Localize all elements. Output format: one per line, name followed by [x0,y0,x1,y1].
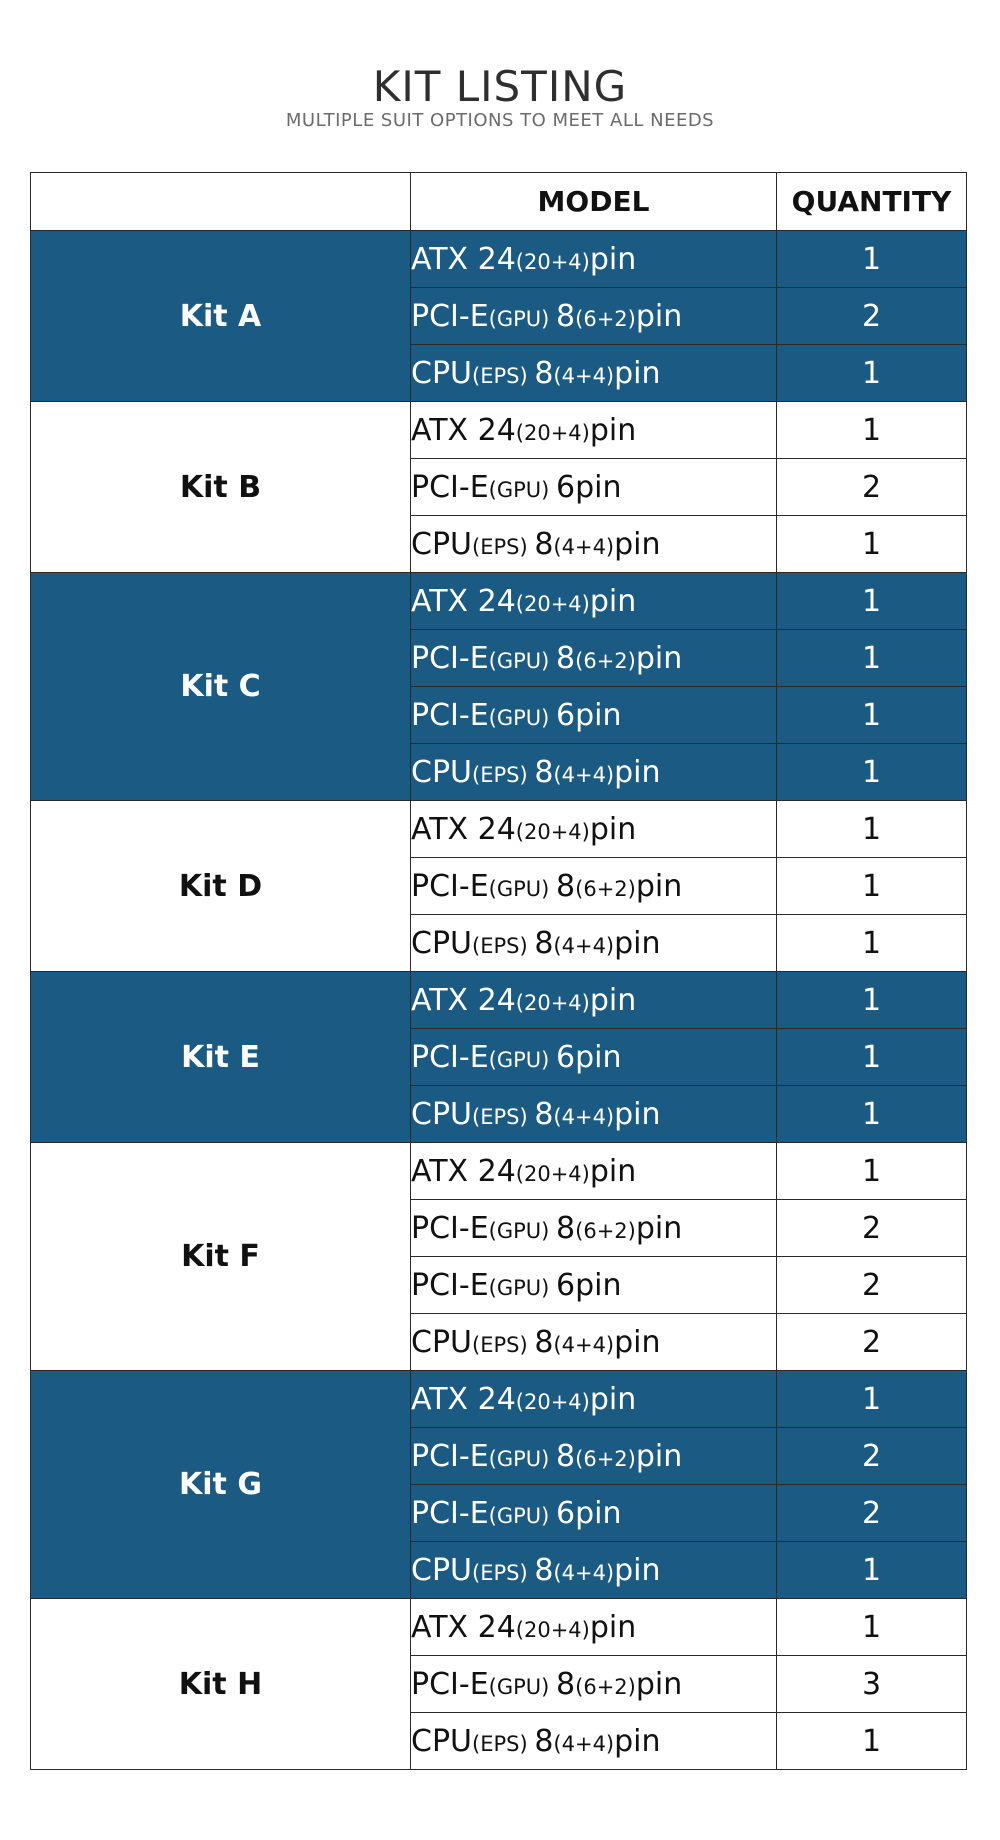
model-text-segment: (4+4) [553,363,615,388]
model-cell [411,1257,777,1314]
quantity-cell: 1 [777,858,967,915]
model-text-segment: (EPS) [472,762,535,787]
model-text-segment: CPU [411,355,472,391]
model-text-segment: pin [589,1153,637,1189]
kit-name: Kit C [31,573,411,801]
table-row [31,801,967,858]
quantity-cell: 1 [777,1713,967,1770]
model-text-segment: ATX 24 [411,241,516,277]
model-text-segment: CPU [411,1723,472,1759]
model-text-segment: (4+4) [553,534,615,559]
model-text-segment: pin [635,1210,683,1246]
model-text-segment: (4+4) [553,1332,615,1357]
quantity-cell: 1 [777,573,967,630]
model-text-segment: (20+4) [515,591,590,616]
table-row [31,1143,967,1200]
model-text-segment: PCI-E [411,298,489,334]
model-text-segment: CPU [411,1324,472,1360]
model-text-segment: (6+2) [575,1674,636,1699]
model-text-segment: PCI-E [411,697,489,733]
quantity-cell: 2 [777,459,967,516]
table-row [31,1371,967,1428]
quantity-cell: 1 [777,744,967,801]
model-cell [411,687,777,744]
model-text-segment: (GPU) [488,705,557,730]
quantity-cell: 1 [777,1599,967,1656]
kit-name: Kit E [31,972,411,1143]
quantity-cell: 1 [777,972,967,1029]
quantity-cell: 1 [777,1086,967,1143]
quantity-cell: 1 [777,402,967,459]
quantity-cell: 1 [777,1029,967,1086]
model-text-segment: pin [589,412,637,448]
model-text-segment: pin [635,1438,683,1474]
quantity-cell: 1 [777,1143,967,1200]
model-text-segment: PCI-E [411,1210,489,1246]
quantity-cell: 2 [777,1314,967,1371]
model-text-segment: (6+2) [575,648,636,673]
model-cell [411,1371,777,1428]
model-text-segment: 6pin [556,469,622,505]
model-text-segment: pin [635,298,683,334]
model-cell [411,630,777,687]
kit-name: Kit A [31,231,411,402]
quantity-cell: 1 [777,516,967,573]
model-text-segment: (4+4) [553,762,615,787]
model-text-segment: (GPU) [488,1047,557,1072]
model-text-segment: (20+4) [515,420,590,445]
table-row [31,1599,967,1656]
table-row [31,573,967,630]
model-cell [411,1086,777,1143]
model-text-segment: (GPU) [488,1674,557,1699]
kit-name: Kit F [31,1143,411,1371]
model-text-segment: 8 [534,1552,554,1588]
model-text-segment: (GPU) [488,477,557,502]
table-header-row [31,173,967,231]
model-text-segment: 8 [556,640,576,676]
model-text-segment: ATX 24 [411,1381,516,1417]
model-text-segment: 8 [534,754,554,790]
model-cell [411,744,777,801]
model-text-segment: 8 [534,1324,554,1360]
model-text-segment: 8 [556,1210,576,1246]
model-cell [411,1713,777,1770]
model-cell [411,1200,777,1257]
model-text-segment: ATX 24 [411,1153,516,1189]
quantity-cell: 1 [777,1371,967,1428]
model-text-segment: (4+4) [553,1731,615,1756]
model-text-segment: 6pin [556,1495,622,1531]
quantity-cell: 2 [777,1428,967,1485]
table-row [31,972,967,1029]
model-text-segment: (20+4) [515,1161,590,1186]
model-text-segment: PCI-E [411,1666,489,1702]
kit-name: Kit G [31,1371,411,1599]
model-text-segment: 8 [534,355,554,391]
model-text-segment: (4+4) [553,933,615,958]
model-text-segment: (EPS) [472,933,535,958]
model-text-segment: pin [589,811,637,847]
model-text-segment: 8 [556,1438,576,1474]
model-text-segment: (EPS) [472,1332,535,1357]
model-text-segment: (6+2) [575,306,636,331]
model-text-segment: CPU [411,1096,472,1132]
model-text-segment: PCI-E [411,1495,489,1531]
kit-table [30,172,967,1770]
model-cell [411,402,777,459]
model-cell [411,1314,777,1371]
model-cell [411,1542,777,1599]
model-text-segment: pin [589,583,637,619]
model-text-segment: (GPU) [488,1503,557,1528]
model-text-segment: (EPS) [472,1731,535,1756]
model-text-segment: (EPS) [472,1104,535,1129]
model-text-segment: (20+4) [515,819,590,844]
model-text-segment: CPU [411,754,472,790]
table-row [31,231,967,288]
quantity-cell: 1 [777,915,967,972]
quantity-cell: 3 [777,1656,967,1713]
model-text-segment: 8 [556,1666,576,1702]
model-text-segment: CPU [411,1552,472,1588]
model-text-segment: 8 [534,526,554,562]
model-text-segment: ATX 24 [411,583,516,619]
model-text-segment: pin [614,1552,661,1588]
model-text-segment: 6pin [556,697,622,733]
model-text-segment: 6pin [556,1039,622,1075]
model-cell [411,459,777,516]
kit-name: Kit H [31,1599,411,1770]
model-text-segment: 8 [534,925,554,961]
model-text-segment: (20+4) [515,990,590,1015]
model-text-segment: (GPU) [488,306,557,331]
model-text-segment: (GPU) [488,876,557,901]
quantity-cell: 1 [777,801,967,858]
model-text-segment: ATX 24 [411,1609,516,1645]
model-cell [411,231,777,288]
page-title: KIT LISTING [372,62,628,111]
model-text-segment: pin [614,355,661,391]
model-cell [411,288,777,345]
model-text-segment: (EPS) [472,534,535,559]
model-text-segment: 8 [534,1723,554,1759]
model-cell [411,1029,777,1086]
model-cell [411,858,777,915]
model-cell [411,1656,777,1713]
model-cell [411,516,777,573]
model-text-segment: PCI-E [411,469,489,505]
model-text-segment: CPU [411,526,472,562]
model-cell [411,915,777,972]
model-cell [411,573,777,630]
model-text-segment: pin [614,526,661,562]
model-text-segment: (4+4) [553,1104,615,1129]
header-model: MODEL [411,173,777,231]
model-text-segment: pin [614,754,661,790]
model-text-segment: (GPU) [488,648,557,673]
quantity-cell: 2 [777,1485,967,1542]
model-text-segment: CPU [411,925,472,961]
table-row [31,402,967,459]
model-cell [411,1143,777,1200]
model-text-segment: (20+4) [515,1617,590,1642]
model-text-segment: (EPS) [472,1560,535,1585]
model-text-segment: (GPU) [488,1218,557,1243]
header-quantity: QUANTITY [777,173,967,231]
header-kit [31,173,411,231]
quantity-cell: 1 [777,1542,967,1599]
kit-name: Kit B [31,402,411,573]
model-text-segment: pin [614,1096,661,1132]
quantity-cell: 1 [777,630,967,687]
model-text-segment: (4+4) [553,1560,615,1585]
model-text-segment: pin [614,1324,661,1360]
model-cell [411,345,777,402]
kit-name: Kit D [31,801,411,972]
model-text-segment: (EPS) [472,363,535,388]
model-text-segment: PCI-E [411,1267,489,1303]
model-text-segment: 6pin [556,1267,622,1303]
model-cell [411,972,777,1029]
model-text-segment: ATX 24 [411,982,516,1018]
model-text-segment: pin [589,1381,637,1417]
model-cell [411,801,777,858]
quantity-cell: 1 [777,687,967,744]
model-text-segment: (20+4) [515,1389,590,1414]
model-text-segment: pin [635,868,683,904]
model-cell [411,1428,777,1485]
quantity-cell: 2 [777,288,967,345]
model-text-segment: pin [589,982,637,1018]
model-text-segment: PCI-E [411,1039,489,1075]
model-text-segment: ATX 24 [411,412,516,448]
quantity-cell: 1 [777,231,967,288]
model-text-segment: PCI-E [411,868,489,904]
model-text-segment: 8 [556,868,576,904]
model-text-segment: 8 [534,1096,554,1132]
model-text-segment: PCI-E [411,640,489,676]
model-text-segment: pin [614,1723,661,1759]
page-subtitle: MULTIPLE SUIT OPTIONS TO MEET ALL NEEDS [285,110,715,131]
quantity-cell: 1 [777,345,967,402]
model-text-segment: pin [589,1609,637,1645]
model-text-segment: pin [635,1666,683,1702]
model-text-segment: (GPU) [488,1446,557,1471]
kit-table-body [31,231,967,1770]
model-text-segment: (20+4) [515,249,590,274]
model-text-segment: pin [635,640,683,676]
model-cell [411,1485,777,1542]
model-cell [411,1599,777,1656]
model-text-segment: (6+2) [575,876,636,901]
model-text-segment: (6+2) [575,1446,636,1471]
model-text-segment: (6+2) [575,1218,636,1243]
model-text-segment: 8 [556,298,576,334]
model-text-segment: ATX 24 [411,811,516,847]
model-text-segment: (GPU) [488,1275,557,1300]
model-text-segment: pin [589,241,637,277]
model-text-segment: pin [614,925,661,961]
model-text-segment: PCI-E [411,1438,489,1474]
quantity-cell: 2 [777,1200,967,1257]
quantity-cell: 2 [777,1257,967,1314]
